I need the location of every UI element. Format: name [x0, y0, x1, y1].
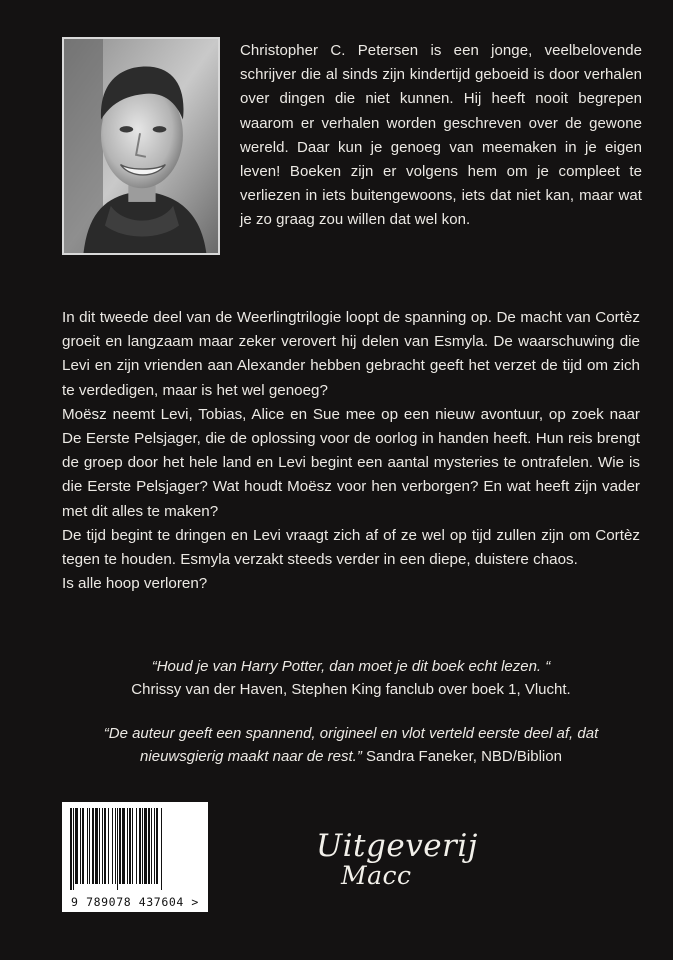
author-bio: Christopher C. Petersen is een jonge, veelbelovende schrijver die al sinds zijn kindertijd geboeid is door verhalen over dingen die niet kunnen. Hij heeft nooit begrepen waarom er verhalen worden geschreven over de gewone wereld. Daar kun je genoeg van meemaken in je eigen leven! Boeken zijn er volgens hem om je compleet te verliezen in iets buitengewoons, iets dat niet kan, maar wat je zo graag zou willen dat wel kon. — [240, 42, 642, 229]
review-quote-text: “De auteur geeft een spannend, origineel en vlot verteld eerste deel af, dat — [103, 725, 599, 742]
author-portrait-image — [64, 39, 218, 253]
review-quote-source: Chrissy van der Haven, Stephen King fanclub over boek 1, Vlucht. — [131, 681, 571, 698]
isbn-number: 9 789078 437604 > — [71, 895, 199, 909]
blurb-paragraph: De tijd begint te dringen en Levi vraagt zich af of ze wel op tijd zullen zijn om Cortèz tegen te houden. Esmyla verzakt steeds verder in een diepe, duistere chaos. — [62, 526, 640, 569]
book-blurb — [62, 306, 640, 596]
barcode-bars — [68, 808, 202, 890]
review-quote-source: Sandra Faneker, NBD/Biblion — [366, 748, 562, 765]
blurb-paragraph: In dit tweede deel van de Weerlingtrilogie loopt de spanning op. De macht van Cortèz groeit en langzaam maar zeker verovert hij delen van Esmyla. De waarschuwing die Levi en zijn vrienden aan Alexander hebben gebracht geeft het verzet de tijd om zich te verdedigen, maar is het wel genoeg? — [62, 309, 640, 399]
publisher-logo — [316, 828, 478, 898]
blurb-closing-question: Is alle hoop verloren? — [62, 575, 208, 593]
review-quote — [62, 655, 640, 701]
blurb-paragraph: Moësz neemt Levi, Tobias, Alice en Sue mee op een nieuw avontuur, op zoek naar De Eerste Pelsjager, die de oplossing voor de oorlog in handen heeft. Hun reis brengt de groep door het hele land en Levi begint een aantal mysteries te ontrafelen. Wie is die Eerste Pelsjager? Wat houdt Moësz voor hen verborgen? En wat heeft zijn vader met dit alles te maken? — [62, 405, 640, 520]
author-photo — [62, 37, 220, 255]
review-quote-text: nieuwsgierig maakt naar de rest.” — [140, 748, 362, 765]
review-quote-text: “Houd je van Harry Potter, dan moet je dit boek echt lezen. “ — [151, 658, 551, 675]
review-quote — [62, 722, 640, 768]
publisher-logo-line1: Uitgeverij — [316, 828, 478, 864]
isbn-barcode — [62, 802, 208, 912]
publisher-logo-line2: Macc — [341, 861, 412, 890]
